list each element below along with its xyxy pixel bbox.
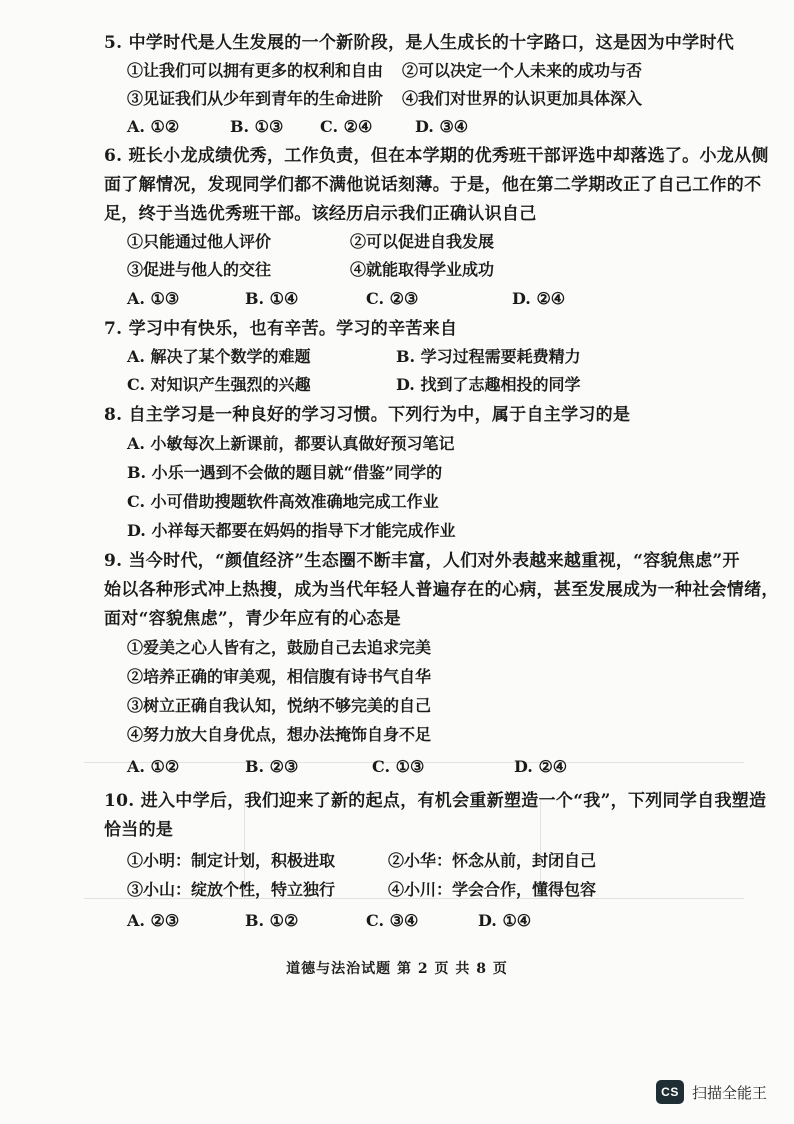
question-5-statement: ③见证我们从少年到青年的生命进阶: [127, 89, 384, 108]
question-6-stem-line: 足，终于当选优秀班干部。该经历启示我们正确认识自己: [104, 204, 537, 224]
question-10-statement: ①小明：制定计划，积极进取: [127, 851, 336, 870]
question-6-stem-line: 6. 班长小龙成绩优秀，工作负责，但在本学期的优秀班干部评选中却落选了。小龙从侧: [104, 146, 769, 166]
question-5-statement: ②可以决定一个人未来的成功与否: [402, 61, 643, 80]
page-footer: 道德与法治试题 第 2 页 共 8 页: [286, 961, 508, 977]
question-5-choice-b: B. ①③: [230, 117, 284, 136]
question-9-choice-b: B. ②③: [245, 757, 299, 776]
question-9-statement: ①爱美之心人皆有之，鼓励自己去追求完美: [127, 638, 432, 657]
question-9-statement: ②培养正确的审美观，相信腹有诗书气自华: [127, 667, 432, 686]
question-9-stem-line: 面对“容貌焦虑”，青少年应有的心态是: [104, 609, 401, 629]
question-6-choice-a: A. ①③: [127, 289, 180, 308]
question-5-stem-line: 5. 中学时代是人生发展的一个新阶段，是人生成长的十字路口，这是因为中学时代: [104, 33, 735, 53]
question-8-stem-line: 8. 自主学习是一种良好的学习习惯。下列行为中，属于自主学习的是: [104, 405, 631, 425]
camscanner-logo-icon: CS: [656, 1080, 684, 1104]
question-8-choice-d: D. 小祥每天都要在妈妈的指导下才能完成作业: [127, 521, 456, 540]
question-6-choice-b: B. ①④: [245, 289, 299, 308]
question-5-choice-d: D. ③④: [415, 117, 469, 136]
question-7-stem-line: 7. 学习中有快乐，也有辛苦。学习的辛苦来自: [104, 319, 458, 339]
question-9-statement: ④努力放大自身优点，想办法掩饰自身不足: [127, 725, 432, 744]
question-6-statement: ④就能取得学业成功: [350, 260, 495, 279]
question-10-choice-a: A. ②③: [127, 911, 180, 930]
question-6-statement: ②可以促进自我发展: [350, 232, 495, 251]
question-6-statement: ③促进与他人的交往: [127, 260, 272, 279]
question-9-choice-d: D. ②④: [514, 757, 568, 776]
question-6-statement: ①只能通过他人评价: [127, 232, 272, 251]
question-10-choice-c: C. ③④: [366, 911, 419, 930]
question-5-statement: ④我们对世界的认识更加具体深入: [402, 89, 643, 108]
question-8-choice-a: A. 小敏每次上新课前，都要认真做好预习笔记: [127, 434, 455, 453]
question-9-choice-c: C. ①③: [372, 757, 425, 776]
scanner-watermark: [656, 1080, 767, 1104]
question-10-choice-d: D. ①④: [478, 911, 532, 930]
question-10-stem-line: 恰当的是: [104, 820, 174, 840]
question-10-statement: ②小华：怀念从前，封闭自己: [388, 851, 597, 870]
question-9-choice-a: A. ①②: [127, 757, 180, 776]
question-6-stem-line: 面了解情况，发现同学们都不满他说话刻薄。于是，他在第二学期改正了自己工作的不: [104, 175, 762, 195]
question-9-stem-line: 9. 当今时代，“颜值经济”生态圈不断丰富，人们对外表越来越重视，“容貌焦虑”开: [104, 551, 740, 571]
question-8-choice-c: C. 小可借助搜题软件高效准确地完成工作业: [127, 492, 439, 511]
question-10-statement: ④小川：学会合作，懂得包容: [388, 880, 597, 899]
question-7-choice-c: C. 对知识产生强烈的兴趣: [127, 375, 311, 394]
question-10-choice-b: B. ①②: [245, 911, 299, 930]
question-7-choice-a: A. 解决了某个数学的难题: [127, 347, 311, 366]
question-7-choice-d: D. 找到了志趣相投的同学: [396, 375, 581, 394]
question-5-statement: ①让我们可以拥有更多的权利和自由: [127, 61, 384, 80]
question-9-stem-line: 始以各种形式冲上热搜，成为当代年轻人普遍存在的心病，甚至发展成为一种社会情绪，: [104, 580, 779, 600]
question-10-statement: ③小山：绽放个性，特立独行: [127, 880, 336, 899]
question-6-choice-c: C. ②③: [366, 289, 419, 308]
question-9-statement: ③树立正确自我认知，悦纳不够完美的自己: [127, 696, 432, 715]
question-5-choice-c: C. ②④: [320, 117, 373, 136]
watermark-text: 扫描全能王: [692, 1083, 768, 1102]
question-6-choice-d: D. ②④: [512, 289, 566, 308]
question-5-choice-a: A. ①②: [127, 117, 180, 136]
question-7-choice-b: B. 学习过程需要耗费精力: [396, 347, 581, 366]
question-10-stem-line: 10. 进入中学后，我们迎来了新的起点，有机会重新塑造一个“我”，下列同学自我塑造: [104, 791, 767, 811]
question-8-choice-b: B. 小乐一遇到不会做的题目就“借鉴”同学的: [127, 463, 443, 482]
